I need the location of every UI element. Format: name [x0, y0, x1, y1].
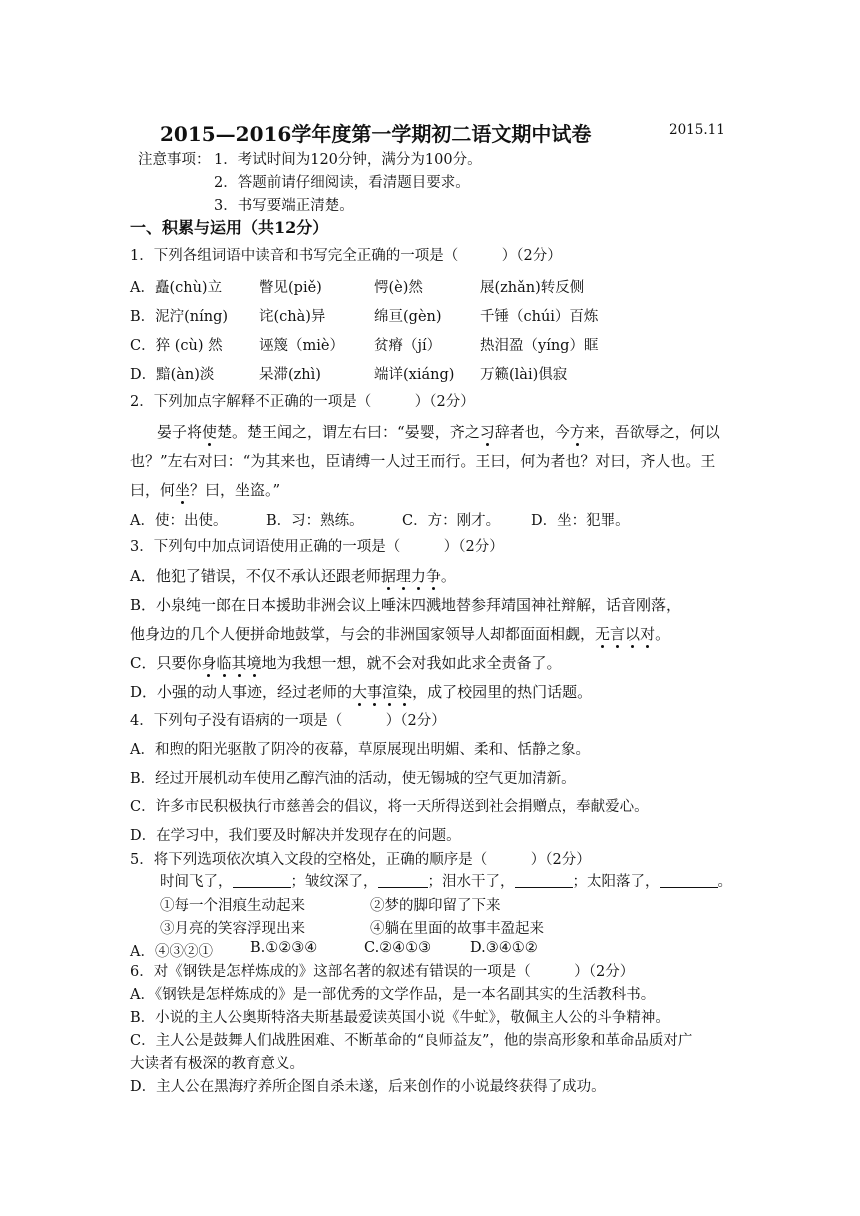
q2-option: A．使：出使。 [130, 513, 228, 529]
note-item: 1．考试时间为120分钟，满分为100分。 [214, 152, 482, 168]
dotted-char: 理 [395, 567, 411, 585]
q2-passage-line: 曰，何坐？曰，坐盗。” [130, 481, 281, 499]
q6-option: C．主人公是鼓舞人们战胜困难、不断革命的“良师益友”，他的崇高形象和革命品质对广 [130, 1033, 693, 1049]
q6-stem: 6．对《钢铁是怎样炼成的》这部名著的叙述有错误的一项是（ ）（2分） [130, 964, 635, 980]
dotted-char: 言 [610, 625, 626, 643]
q1-option: 诧(chà)异 [259, 309, 326, 325]
q2-passage-line: 晏子将使楚。楚王闻之，谓左右曰：“晏婴，齐之习辞者也，今方来，吾欲辱之，何以 [157, 423, 720, 441]
q1-option: C．猝 (cù) 然 [130, 338, 223, 354]
dotted-char: 大 [352, 683, 368, 701]
q1-option: 千锤（chúi）百炼 [480, 309, 599, 325]
q1-option: 热泪盈（yíng）眶 [480, 338, 599, 354]
fill-blank [660, 873, 718, 888]
q3-option: D．小强的动人事迹，经过老师的大事渲染，成了校园里的热门话题。 [130, 683, 593, 701]
q6-option: A．《钢铁是怎样炼成的》是一部优秀的文学作品，是一本名副其实的生活教科书。 [130, 987, 656, 1003]
q3-stem: 3．下列句中加点词语使用正确的一项是（ ）（2分） [130, 539, 504, 555]
q5-option: D.③④①② [470, 940, 538, 956]
q3-option: C．只要你身临其境地为我想一想，就不会对我如此求全责备了。 [130, 654, 562, 672]
q5-option: B.①②③④ [250, 940, 318, 956]
fill-blank [233, 873, 291, 888]
dotted-char: 对 [640, 625, 656, 643]
dotted-char: 方 [569, 423, 585, 441]
q5-choice: ①每一个泪痕生动起来 [160, 898, 305, 914]
exam-title: 2015—2016学年度第一学期初二语文期中试卷 [160, 122, 592, 146]
q1-option: D．黯(àn)淡 [130, 367, 215, 383]
q2-option: B．习：熟练。 [266, 513, 364, 529]
q5-stem: 5．将下列选项依次填入文段的空格处，正确的顺序是（ ）（2分） [130, 852, 591, 868]
q4-option: D．在学习中，我们要及时解决并发现存在的问题。 [130, 828, 461, 844]
q1-option: 展(zhǎn)转反侧 [480, 280, 585, 296]
q1-option: 绵亘(gèn) [374, 309, 442, 325]
q1-option: 万籁(lài)俱寂 [480, 367, 568, 383]
q4-option: A．和煦的阳光驱散了阴冷的夜幕，草原展现出明媚、柔和、恬静之象。 [130, 742, 590, 758]
q5-choice: ③月亮的笑容浮现出来 [160, 921, 305, 937]
dotted-char: 事 [367, 683, 383, 701]
dotted-char: 以 [625, 625, 641, 643]
notes-label: 注意事项： [138, 152, 211, 168]
q3-option-continued: 他身边的几个人便拼命地鼓掌，与会的非洲国家领导人却都面面相觑，无言以对。 [130, 625, 671, 643]
q1-option: 端详(xiáng) [374, 367, 455, 383]
q2-passage-line: 也？”左右对曰：“为其来也，臣请缚一人过王而行。王曰，何为者也？对曰，齐人也。王 [130, 452, 716, 470]
q1-option: 呆滞(zhì) [259, 367, 321, 383]
q5-choice: ②梦的脚印留了下来 [370, 898, 501, 914]
q1-option: 贫瘠（jí） [374, 338, 442, 354]
q6-option: B．小说的主人公奥斯特洛夫斯基最爱读英国小说《牛虻》，敬佩主人公的斗争精神。 [130, 1010, 670, 1026]
dotted-char: 其 [231, 654, 247, 672]
q4-option: C．许多市民积极执行市慈善会的倡议，将一天所得送到社会捐赠点，奉献爱心。 [130, 799, 649, 815]
fill-blank [515, 873, 573, 888]
dotted-char: 争 [425, 567, 441, 585]
dotted-char: 力 [410, 567, 426, 585]
dotted-char: 习 [479, 423, 495, 441]
q4-option: B．经过开展机动车使用乙醇汽油的活动，使无锡城的空气更加清新。 [130, 771, 576, 787]
q6-option-continued: 大读者有极深的教育意义。 [130, 1056, 304, 1072]
q2-option: C．方：刚才。 [402, 513, 501, 529]
dotted-char: 无 [595, 625, 611, 643]
q1-option: 瞥见(piě) [259, 280, 322, 296]
fill-blank [378, 873, 428, 888]
dotted-char: 身 [201, 654, 217, 672]
q5-choice: ④躺在里面的故事丰盈起来 [370, 921, 544, 937]
q1-option: 诬篾（miè） [259, 338, 344, 354]
dotted-char: 临 [216, 654, 232, 672]
dotted-char: 据 [380, 567, 396, 585]
q5-option: C.②④①③ [364, 940, 432, 956]
dotted-char: 境 [246, 654, 262, 672]
q3-option: B．小泉纯一郎在日本援助非洲会议上唾沫四溅地替参拜靖国神社辩解，话音刚落， [130, 596, 682, 614]
q3-option: A．他犯了错误，不仅不承认还跟老师据理力争。 [130, 567, 456, 585]
dotted-char: 使 [202, 423, 218, 441]
dotted-char: 染 [397, 683, 413, 701]
dotted-char: 坐 [175, 481, 191, 499]
q1-option: A．矗(chù)立 [130, 280, 223, 296]
dotted-char: 渲 [382, 683, 398, 701]
q1-stem: 1．下列各组词语中读音和书写完全正确的一项是（ ）（2分） [130, 248, 562, 264]
q5-option: A．④③②① [130, 944, 213, 960]
note-item: 2．答题前请仔细阅读，看清题目要求。 [214, 175, 470, 191]
q4-stem: 4．下列句子没有语病的一项是（ ）（2分） [130, 713, 446, 729]
exam-date: 2015.11 [669, 122, 725, 138]
q1-option: 愕(è)然 [374, 280, 423, 296]
section-title: 一、积累与运用（共12分） [130, 218, 329, 237]
q1-option: B．泥泞(níng) [130, 309, 229, 325]
q5-passage: 时间飞了， ；皱纹深了， ；泪水干了， ；太阳落了， 。 [160, 874, 732, 890]
q2-stem: 2．下列加点字解释不正确的一项是（ ）（2分） [130, 394, 475, 410]
note-item: 3．书写要端正清楚。 [214, 198, 354, 214]
q2-option: D．坐：犯罪。 [531, 513, 630, 529]
q6-option: D．主人公在黑海疗养所企图自杀未遂，后来创作的小说最终获得了成功。 [130, 1079, 606, 1095]
